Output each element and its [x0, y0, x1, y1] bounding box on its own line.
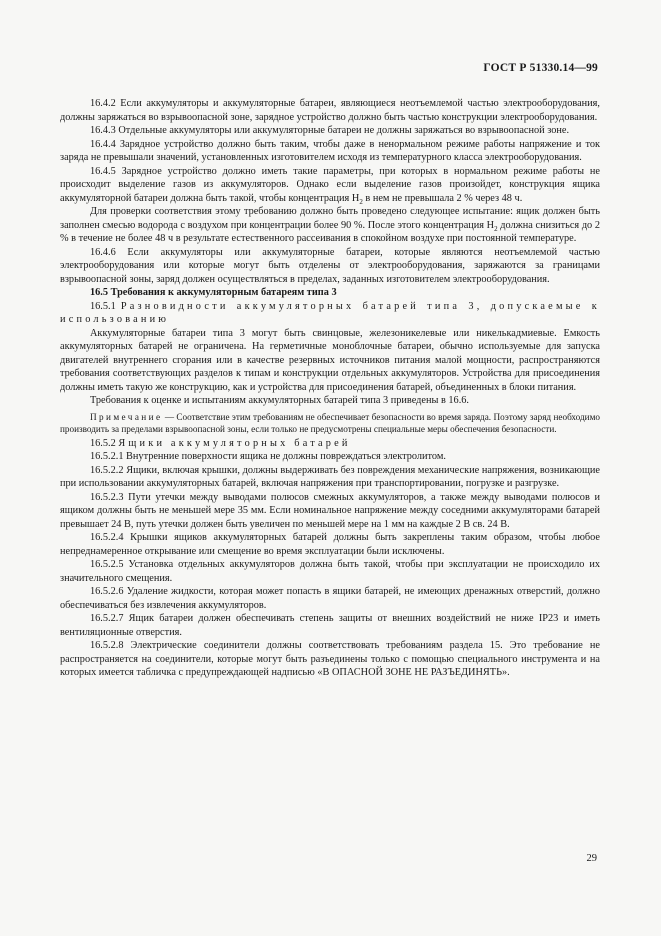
note-label: Примечание	[90, 411, 163, 422]
document-header: ГОСТ Р 51330.14—99	[483, 62, 598, 74]
clause-title: Разновидности аккумуляторных батарей типа 3, допускаемые к использованию	[60, 300, 600, 325]
document-body	[60, 97, 600, 680]
paragraph-text: Для проверки соответствия этому требованию должно быть проведено следующее испытание: ящик должен быть заполнен смесью водорода с воздухом при концентрации более 90 %. После этого концентрация H	[60, 206, 600, 231]
clause-number: 16.5.1	[90, 300, 116, 312]
page-number: 29	[586, 853, 597, 864]
paragraph-16-5-2-4: 16.5.2.4 Крышки ящиков аккумуляторных батарей должны быть закреплены таким образом, чтобы любое непреднамеренное открывание или смещение во время эксплуатации были исключены.	[60, 532, 600, 557]
paragraph-16-4-4: 16.4.4 Зарядное устройство должно быть таким, чтобы даже в ненормальном режиме работы напряжение и ток заряда не превышали значений, установленных изготовителем исходя из температурного класса электрооборудования.	[60, 138, 600, 163]
paragraph-16-4-6: 16.4.6 Если аккумуляторы или аккумуляторные батареи, которые являются неотъемлемой частью электрооборудования или которые могут быть отделены от электрооборудования, заряжаются за границами взрывоопасной зоны, заряд должен осуществляться в пределах, заданных изготовителем электрооборудования.	[60, 246, 600, 285]
note-text: — Соответствие этим требованиям не обеспечивает безопасности во время заряда. Поэтому заряд необходимо производить за пределами взрывоопасной зоны, если только не предусмотрены специальные меры обеспечения безопасности.	[60, 411, 600, 434]
paragraph-16-5-2-3: 16.5.2.3 Пути утечки между выводами полюсов смежных аккумуляторов, а также между выводами полюсов и ящиком должны быть не меньшей мере 35 мм. Если номинальное напряжение между соседними аккумуляторами батарей превышает 24 В, путь утечки должен быть увеличен по меньшей мере на 1 мм на каждые 2 В св. 24 В.	[60, 491, 600, 530]
paragraph-16-4-5	[60, 165, 600, 206]
paragraph-test-procedure	[60, 205, 600, 246]
subscript: 2	[359, 197, 363, 206]
paragraph-text: 16.4.5 Зарядное устройство должно иметь такие параметры, при которых в нормальном режиме работы не происходит выделение газов из аккумуляторов. Однако если выделение газов произойдет, конструкция ящика аккумуляторной батареи должна быть такой, чтобы концентрация H	[60, 165, 600, 204]
paragraph-battery-types: Аккумуляторные батареи типа 3 могут быть свинцовые, железоникелевые или никелькадмиевые. Емкость аккумуляторных батарей не ограничена. На герметичные моноблочные батареи, обычно используемые для запуска двигателей внутреннего сгорания или в качестве резервных источников питания малой мощности, распространяются требования соответствующих разделов к типам и конструкции отдельных аккумуляторов. Устройства для присоединения должны иметь такую же конструкцию, как и устройства для присоединения батарей, объединенных в блоки питания.	[60, 327, 600, 393]
paragraph-text: в нем не превышала 2 % через 48 ч.	[362, 192, 523, 204]
paragraph-16-5-2	[60, 437, 600, 451]
paragraph-16-5-2-5: 16.5.2.5 Установка отдельных аккумуляторов должна быть такой, чтобы при эксплуатации не происходило их значительного смещения.	[60, 559, 600, 584]
paragraph-requirements-ref: Требования к оценке и испытаниям аккумуляторных батарей типа 3 приведены в 16.6.	[90, 395, 469, 406]
paragraph-16-5-2-8: 16.5.2.8 Электрические соединители должны соответствовать требованиям раздела 15. Это требование не распространяется на соединители, которые могут быть разъединены только с помощью специального инструмента и на которых имеется табличка с предупреждающей надписью «В ОПАСНОЙ ЗОНЕ НЕ РАЗЪЕДИНЯТЬ».	[60, 640, 600, 678]
paragraph-16-5-2-7: 16.5.2.7 Ящик батареи должен обеспечивать степень защиты от внешних воздействий не ниже IP23 и иметь вентиляционные отверстия.	[60, 613, 600, 638]
clause-title: Ящики аккумуляторных батарей	[118, 437, 351, 449]
clause-number: 16.5.2	[90, 437, 116, 449]
subscript: 2	[494, 224, 498, 233]
paragraph-16-4-3: 16.4.3 Отдельные аккумуляторы или аккумуляторные батареи не должны заряжаться во взрывоопасной зоне.	[90, 125, 570, 136]
paragraph-16-5-2-6: 16.5.2.6 Удаление жидкости, которая может попасть в ящики батарей, не имеющих дренажных отверстий, должно обеспечиваться без извлечения аккумуляторов.	[60, 586, 600, 611]
section-heading-16-5: 16.5 Требования к аккумуляторным батареям типа 3	[90, 287, 337, 298]
paragraph-16-5-2-2: 16.5.2.2 Ящики, включая крышки, должны выдерживать без повреждения механические напряжения, возникающие при использовании аккумуляторных батарей, включая напряжения при транспортировании, погрузке и разгрузке.	[60, 464, 600, 489]
paragraph-16-5-1	[60, 300, 600, 327]
paragraph-16-4-2: 16.4.2 Если аккумуляторы и аккумуляторные батареи, являющиеся неотъемлемой частью электрооборудования, должны заряжаться во взрывоопасной зоне, зарядное устройство должно быть частью конструкции электрооборудования.	[60, 98, 600, 123]
paragraph-text: должна снизиться до 2 % в течение не более 48 ч в результате естественного рассеивания в спокойном воздухе при постоянной температуре.	[60, 219, 600, 244]
note	[60, 411, 600, 435]
paragraph-16-5-2-1: 16.5.2.1 Внутренние поверхности ящика не должны повреждаться электролитом.	[90, 451, 446, 462]
